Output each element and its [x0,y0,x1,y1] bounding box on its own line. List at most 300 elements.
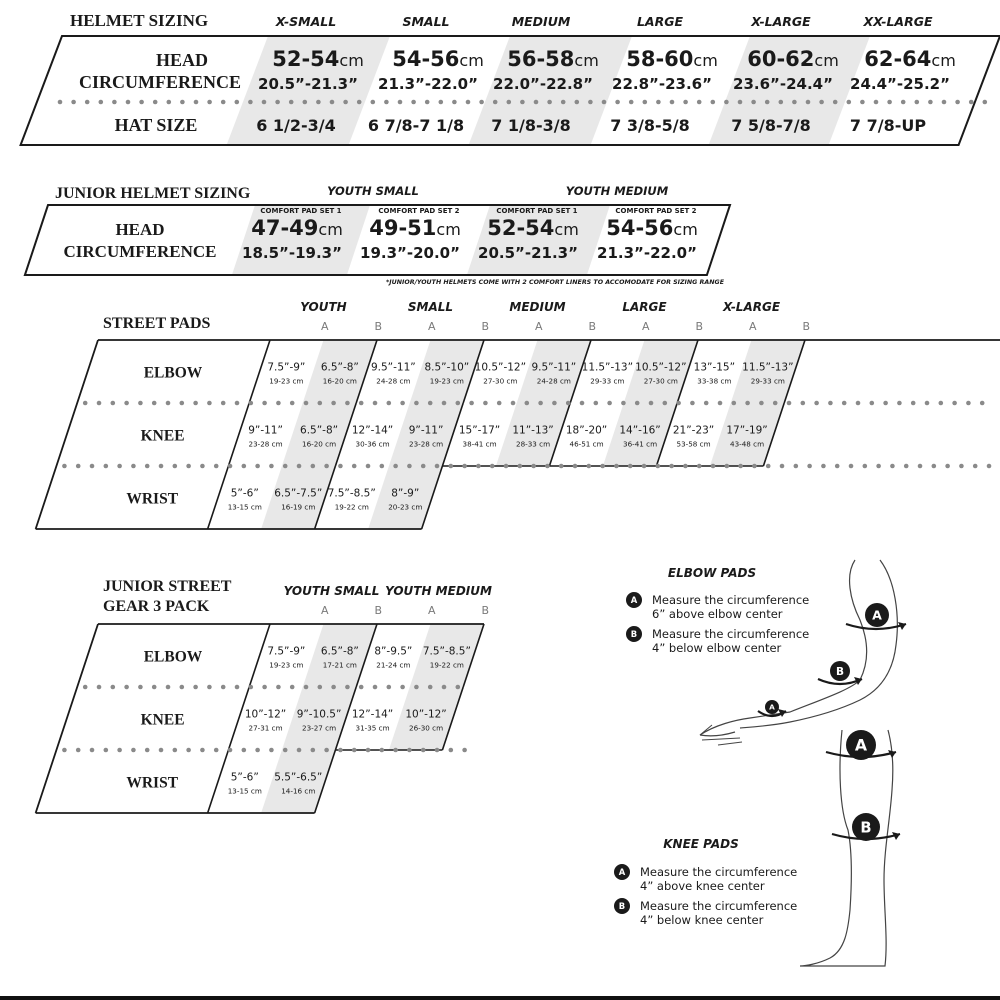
junior-street-size-youth-small: YOUTH SMALL [283,584,380,598]
junior-inch-value: 21.3”-22.0” [597,244,697,262]
junior-street-cell-inch: 5”-6” [230,771,259,784]
elbow-b-line2: 4” below elbow center [652,641,782,655]
dot [607,401,612,406]
dot [497,401,502,406]
dot [373,685,378,690]
dot [242,464,247,469]
junior-inch-value: 20.5”-21.3” [478,244,578,262]
dot [942,100,947,105]
dot [821,464,826,469]
dot [918,464,923,469]
hat-size-label: HAT SIZE [114,115,198,135]
dot [387,401,392,406]
helmet-inch-value: 22.8”-23.6” [612,75,712,93]
helmet-hat-value: 7 7/8-UP [849,116,927,135]
dot [511,401,516,406]
dot [138,401,143,406]
dot [290,401,295,406]
street-size-small: SMALL [407,300,454,314]
dot [411,100,416,105]
helmet-size-large: LARGE [636,14,684,29]
dot [547,100,552,105]
dot [359,685,364,690]
knee-b-line2: 4” below knee center [640,913,764,927]
helmet-hat-value: 7 1/8-3/8 [491,116,571,135]
dot [297,464,302,469]
dot [483,401,488,406]
knee-pads-title: KNEE PADS [663,837,739,851]
cm-unit: cm [339,51,364,70]
dot [235,685,240,690]
dot [345,685,350,690]
street-col-a: A [748,320,757,333]
dot [904,464,909,469]
junior-inch-value: 18.5”-19.3” [242,244,342,262]
helmet-hat-value: 7 3/8-5/8 [610,116,690,135]
elbow-a-line1: Measure the circumference [652,593,810,607]
street-cell-inch: 7.5”-9” [267,361,306,374]
dot [380,464,385,469]
dot [442,401,447,406]
dot [425,100,430,105]
dot [980,401,985,406]
dot [476,464,481,469]
dot [173,464,178,469]
junior-street-cell-cm: 21-24 cm [376,660,411,670]
street-col-a: A [320,320,329,333]
dot [801,401,806,406]
street-col-a: A [534,320,543,333]
dot [207,100,212,105]
street-cell-inch: 8”-9” [391,487,420,500]
dot [683,100,688,105]
helmet-inch-value: 24.4”-25.2” [850,75,950,93]
dot [863,464,868,469]
street-cell-inch: 15”-17” [458,424,501,437]
junior-group-youth-medium: YOUTH MEDIUM [565,184,669,198]
dot [62,748,67,753]
dot [275,100,280,105]
dot [380,748,385,753]
dot [316,100,321,105]
dot [876,464,881,469]
dot [357,100,362,105]
dot [76,748,81,753]
helmet-inch-value: 23.6”-24.4” [733,75,833,93]
dot [407,464,412,469]
junior-street-row-mask [315,750,463,813]
dot [131,464,136,469]
dot [359,401,364,406]
dot [987,464,992,469]
dot [331,685,336,690]
dot [697,464,702,469]
junior-street-col-b: B [374,604,383,617]
dot [304,685,309,690]
junior-head-label: HEAD [115,220,165,239]
dot [814,401,819,406]
dot [594,401,599,406]
dot [966,401,971,406]
dot [76,464,81,469]
junior-street-cell-cm: 14-16 cm [281,786,316,796]
dot [819,100,824,105]
helmet-cm-value: 52-54cm [272,47,364,71]
street-cell-inch: 9.5”-11” [531,361,577,374]
dot [621,401,626,406]
street-cell-inch: 9”-11” [408,424,444,437]
comfort-pad-label: COMFORT PAD SET 1 [260,207,342,215]
helmet-size-medium: MEDIUM [511,14,571,29]
dot [180,685,185,690]
helmet-cm-value: 62-64cm [864,47,956,71]
dot [462,748,467,753]
street-cell-cm: 30-36 cm [355,439,390,449]
dot [890,464,895,469]
street-cell-inch: 9”-11” [248,424,283,437]
street-cell-inch: 11.5”-13” [581,361,634,374]
dot [262,685,267,690]
comfort-pad-label: COMFORT PAD SET 2 [378,207,460,215]
dot [765,100,770,105]
dot [414,401,419,406]
dot [393,748,398,753]
junior-street-cell-inch: 10”-12” [405,708,447,721]
dot [338,748,343,753]
dot [690,401,695,406]
dot [452,100,457,105]
dot [311,464,316,469]
street-cell-inch: 12”-14” [351,424,394,437]
street-cell-cm: 16-20 cm [322,376,357,386]
dot [62,464,67,469]
dot [90,464,95,469]
street-cell-cm: 38-41 cm [462,439,497,449]
street-cell-cm: 19-23 cm [269,376,304,386]
dot [794,464,799,469]
knee-b-line1: Measure the circumference [640,899,798,913]
dot [534,100,539,105]
junior-street-cell-inch: 7.5”-8.5” [422,645,471,658]
dot [745,401,750,406]
dot [479,100,484,105]
dot [99,100,104,105]
dot [193,401,198,406]
junior-street-cell-inch: 8”-9.5” [374,645,413,658]
dot [345,401,350,406]
dot [683,464,688,469]
dot [945,464,950,469]
dot [874,100,879,105]
street-cell-inch: 17”-19” [726,424,768,437]
cm-unit: cm [554,220,579,239]
dot [104,748,109,753]
junior-street-cell-cm: 27-31 cm [248,723,283,733]
helmet-head-label: HEAD [155,50,209,70]
dot [249,685,254,690]
dot [545,464,550,469]
dot [751,100,756,105]
dot [925,401,930,406]
junior-group-youth-small: YOUTH SMALL [327,184,419,198]
dot [779,100,784,105]
dot [228,464,233,469]
dot [290,685,295,690]
dot [159,464,164,469]
dot [887,100,892,105]
street-size-x-large: X-LARGE [722,300,781,314]
dot [439,100,444,105]
street-cell-cm: 23-28 cm [409,439,444,449]
dot [421,464,426,469]
street-cell-cm: 13-15 cm [227,502,262,512]
dot [860,100,865,105]
dot [602,100,607,105]
dot [371,100,376,105]
street-cell-cm: 53-58 cm [676,439,711,449]
helmet-title: HELMET SIZING [70,11,209,30]
helmet-circumference-label: CIRCUMFERENCE [79,72,241,92]
street-cell-inch: 6.5”-8” [320,361,359,374]
dot [145,748,150,753]
elbow-a-marker-letter: A [872,607,882,623]
dot [235,401,240,406]
street-cell-cm: 33-38 cm [697,376,732,386]
cm-unit: cm [693,51,718,70]
dot [366,748,371,753]
junior-cm-value: 52-54cm [487,216,579,240]
dot [262,401,267,406]
dot [269,748,274,753]
junior-street-cell-cm: 13-15 cm [227,786,262,796]
dot [538,401,543,406]
dot [969,100,974,105]
dot [117,748,122,753]
dot [248,100,253,105]
street-col-b: B [481,320,490,333]
dot [304,401,309,406]
dot [428,685,433,690]
dot [711,464,716,469]
dot [725,464,730,469]
street-col-b: B [374,320,383,333]
street-cell-inch: 18”-20” [565,424,608,437]
dot [915,100,920,105]
street-row-elbow: ELBOW [143,364,203,382]
cm-unit: cm [673,220,698,239]
street-cell-inch: 14”-16” [619,424,661,437]
street-row-mask [422,466,979,529]
dot [131,748,136,753]
helmet-size-small: SMALL [402,14,450,29]
junior-street-row-elbow: ELBOW [143,648,203,666]
dot [580,401,585,406]
street-cell-inch: 13”-15” [693,361,736,374]
helmet-dotted-divider [58,100,987,105]
street-pads-title: STREET PADS [103,315,211,332]
dot [276,401,281,406]
dot [214,464,219,469]
dot [366,464,371,469]
dot [724,100,729,105]
dot [124,401,129,406]
dot [787,401,792,406]
dot [283,748,288,753]
dot [792,100,797,105]
dot [588,100,593,105]
street-cell-cm: 28-33 cm [516,439,551,449]
street-cell-inch: 10.5”-12” [474,361,527,374]
dot [573,464,578,469]
elbow-b-bullet-letter: B [630,629,638,640]
dot [338,464,343,469]
dot [435,464,440,469]
dot [449,748,454,753]
dot [732,401,737,406]
dot [269,464,274,469]
dot [518,464,523,469]
junior-street-cell-cm: 19-23 cm [269,660,304,670]
dot [152,401,157,406]
junior-street-cell-inch: 6.5”-8” [320,645,359,658]
knee-a-marker-letter: A [854,735,868,755]
wrist-marker-letter: A [769,702,775,712]
dot [656,464,661,469]
dot [318,401,323,406]
dot [398,100,403,105]
elbow-pads-title: ELBOW PADS [667,566,757,580]
dot [939,401,944,406]
street-cell-inch: 6.5”-8” [300,424,339,437]
street-col-b: B [588,320,597,333]
helmet-inch-value: 20.5”-21.3” [258,75,358,93]
dot [112,100,117,105]
dot [303,100,308,105]
dot [414,685,419,690]
dot [242,748,247,753]
elbow-b-line1: Measure the circumference [652,627,810,641]
dot [911,401,916,406]
dot [635,401,640,406]
street-cell-cm: 43-48 cm [730,439,765,449]
dot [566,401,571,406]
junior-street-cell-inch: 12”-14” [351,708,394,721]
street-cell-cm: 24-28 cm [376,376,411,386]
dot [159,748,164,753]
junior-cm-value: 47-49cm [251,216,343,240]
helmet-size-x-small: X-SMALL [275,14,337,29]
street-cell-cm: 20-23 cm [388,502,423,512]
dot [559,464,564,469]
dot [525,401,530,406]
dot [628,464,633,469]
dot [973,464,978,469]
dot [384,100,389,105]
dot [324,464,329,469]
dot [145,464,150,469]
dot [615,100,620,105]
dot [117,464,122,469]
dot [456,401,461,406]
street-cell-inch: 9.5”-11” [370,361,416,374]
helmet-hat-value: 6 1/2-3/4 [256,116,336,135]
bottom-rule [0,996,1000,1000]
dot [221,685,226,690]
dot [297,748,302,753]
dot [387,685,392,690]
dot [166,685,171,690]
street-cell-cm: 27-30 cm [483,376,518,386]
elbow-a-bullet-letter: A [630,595,638,606]
dot [428,401,433,406]
helmet-inch-value: 21.3”-22.0” [378,75,478,93]
dot [670,100,675,105]
dot [124,685,129,690]
dot [738,464,743,469]
leg-outline [800,730,893,966]
dot [752,464,757,469]
dot [835,464,840,469]
dot [663,401,668,406]
dot [738,100,743,105]
junior-street-cell-cm: 26-30 cm [409,723,444,733]
dot [221,401,226,406]
dot [828,401,833,406]
dot [759,401,764,406]
dot [669,464,674,469]
street-row-wrist: WRIST [126,490,179,508]
dot [773,401,778,406]
street-cell-cm: 23-28 cm [248,439,283,449]
dot [421,748,426,753]
elbow-a-line2: 6” above elbow center [652,607,783,621]
dot [318,685,323,690]
dot [373,401,378,406]
street-cell-cm: 36-41 cm [623,439,658,449]
dot [90,748,95,753]
dot [955,100,960,105]
dot [228,748,233,753]
dot [932,464,937,469]
dot [552,401,557,406]
dot [352,748,357,753]
junior-note: *JUNIOR/YOUTH HELMETS COME WITH 2 COMFORT LINERS TO ACCOMODATE FOR SIZING RANGE [386,279,724,286]
dot [600,464,605,469]
junior-street-col-b: B [481,604,490,617]
junior-street-title-2: GEAR 3 PACK [103,598,210,615]
dot [173,748,178,753]
street-cell-inch: 11.5”-13” [742,361,794,374]
dot [330,100,335,105]
junior-street-cell-inch: 5.5”-6.5” [274,771,323,784]
junior-street-cell-cm: 31-35 cm [355,723,390,733]
dot [214,748,219,753]
helmet-cm-value: 60-62cm [747,47,839,71]
dot [126,100,131,105]
dot [352,464,357,469]
dot [255,464,260,469]
dot [504,464,509,469]
street-row-knee: KNEE [140,427,185,445]
dot [111,401,116,406]
dot [847,100,852,105]
comfort-pad-label: COMFORT PAD SET 1 [496,207,578,215]
dot [983,100,988,105]
dot [959,464,964,469]
street-col-b: B [695,320,704,333]
helmet-cm-value: 54-56cm [392,47,484,71]
cm-unit: cm [436,220,461,239]
